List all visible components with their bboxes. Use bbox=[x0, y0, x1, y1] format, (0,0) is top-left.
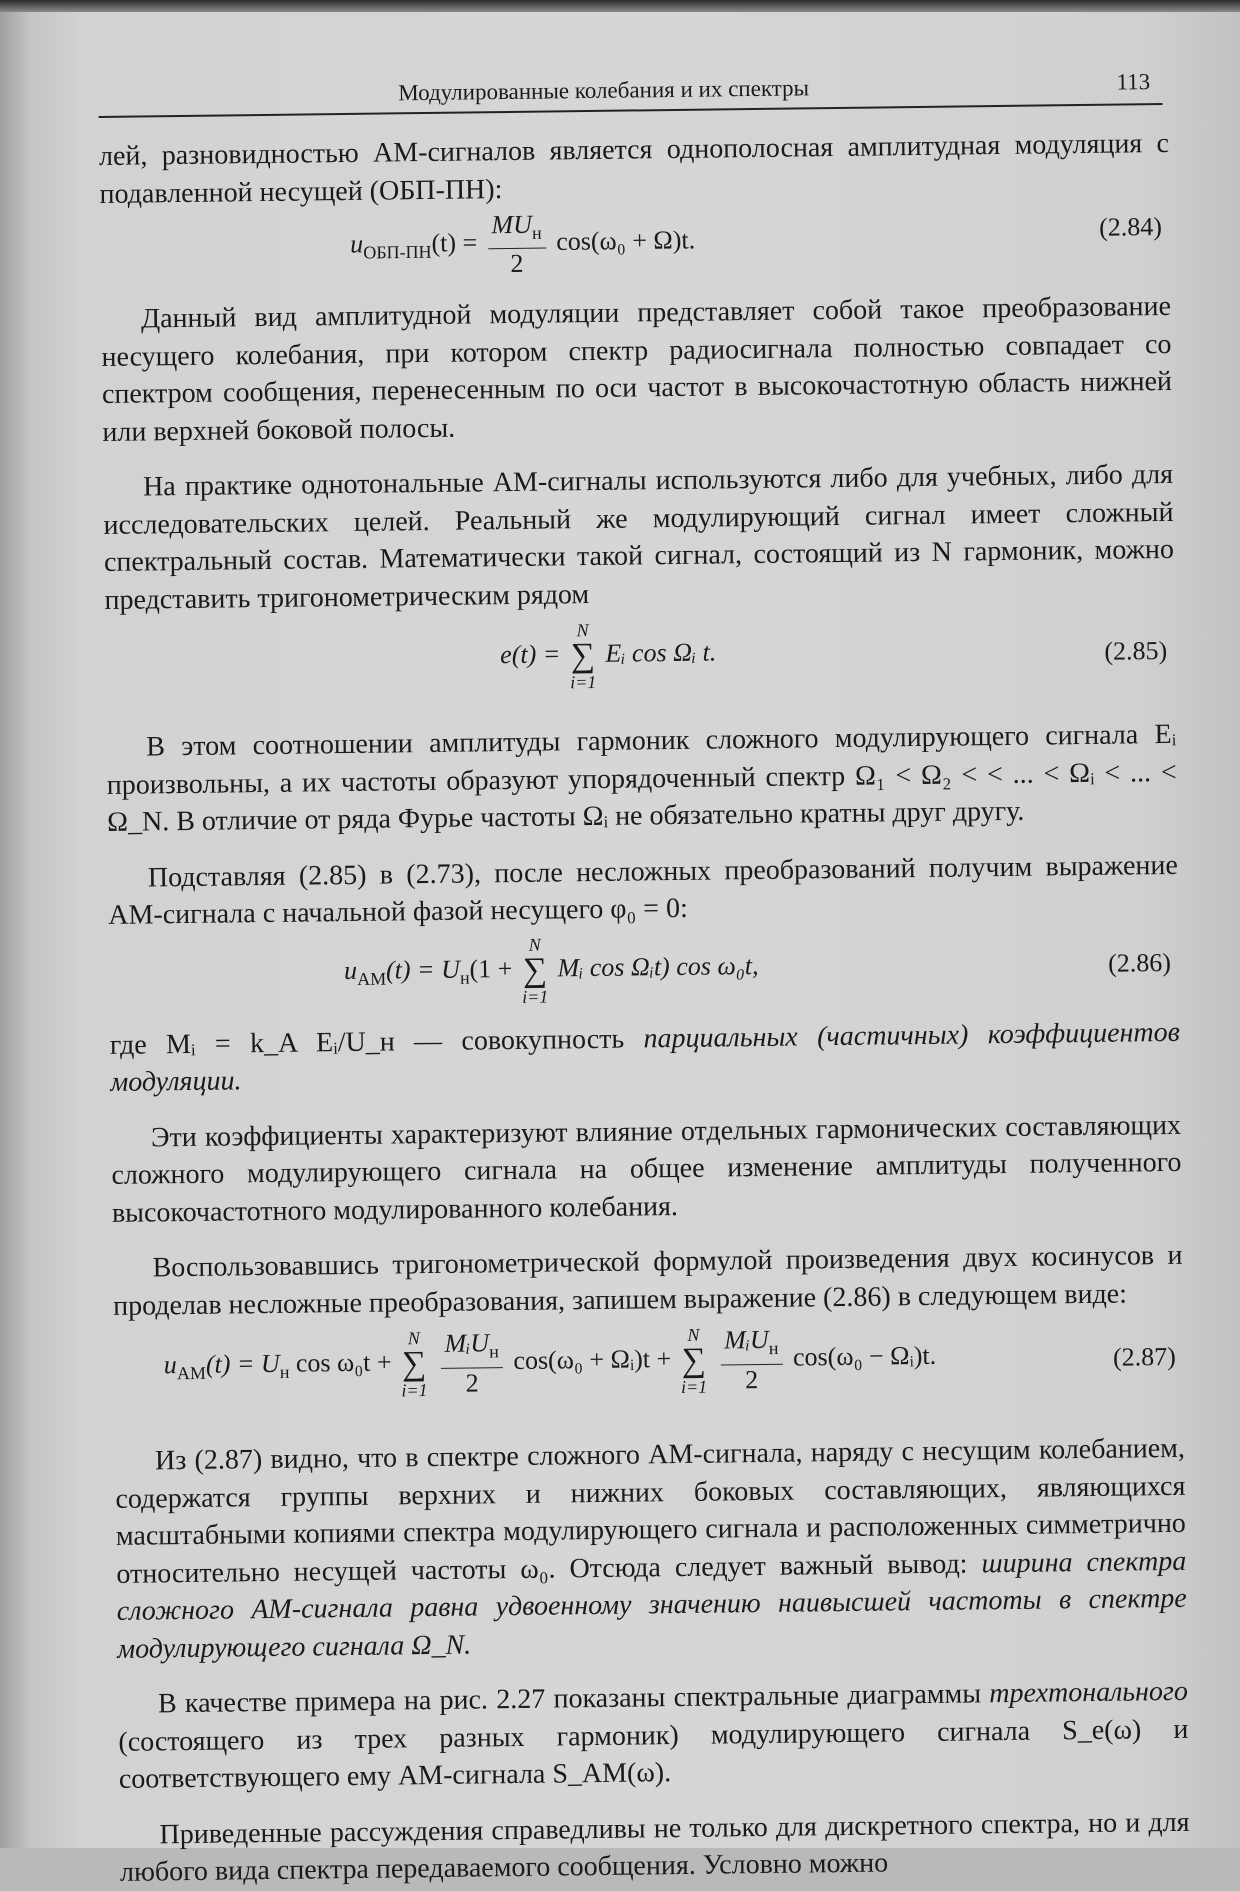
equation-2-84: $u_{ОБП-ПН}(t)$ = $\frac{MU_н}{2}$ cos(ω₀ + Ω)t. (2.84) bbox=[349, 209, 1163, 279]
paragraph-9: Из (2.87) видно, что в спектре сложного АМ-сигнала, наряду с несущим колебанием, содержатся группы верхних и нижних боковых составляющих, являющихся масштабными копиями спектра модулирующего сигнала и расположенных симметрично относительно несущей частоты ω₀. Отсюда следует важный вывод: ширина спектра сложного АМ-сигнала равна удвоенному значению наивысшей частоты в спектре модулирующего сигнала Ω_N. bbox=[115, 1432, 1187, 1665]
page-number: 113 bbox=[1116, 69, 1151, 95]
equation-2-87: $u_{AM}(t) = U_н$ cos ω₀t + N ∑ i=1 $\frac{MᵢU_н}{2}$ cos(ω₀ + Ωᵢ)t + N ∑ i=1 $\frac{MᵢU_н}{2}$ cos(ω₀ − Ωᵢ)t. (2.87) bbox=[163, 1324, 1176, 1401]
equation-label: (2.86) bbox=[1107, 947, 1172, 978]
equation-2-85: e(t) = N ∑ i=1 Eᵢ cos Ωᵢ t. (2.85) bbox=[499, 620, 1168, 693]
paragraph-1: лей, разновидностью АМ-сигналов является однополосная амплитудная модуляция с подавленной несущей (ОБП-ПН): bbox=[98, 127, 1170, 210]
equation-label: (2.84) bbox=[1098, 212, 1163, 242]
paragraph-3: На практике однотональные АМ-сигналы используются либо для учебных, либо для исследовательских целей. Реальный же модулирующий сигнал имеет сложный спектральный состав. Математически такой сигнал, состоящий из N гармоник, можно представить тригонометрическим рядом bbox=[103, 458, 1175, 616]
equation-label: (2.85) bbox=[1104, 635, 1168, 666]
header-title: Модулированные колебания и их спектры bbox=[398, 75, 810, 106]
book-page bbox=[98, 57, 1190, 1891]
paragraph-7: Эти коэффициенты характеризуют влияние отдельных гармонических составляющих сложного модулирующего сигнала на общее изменение амплитуды полученного высокочастотного модулированного колебания. bbox=[111, 1109, 1182, 1229]
paragraph-6: где Mᵢ = k_A Eᵢ/U_н — совокупность парциальных (частичных) коэффициентов модуляции. bbox=[109, 1016, 1181, 1098]
equation-2-86: $u_{AM}(t) = U_н(1$ + N ∑ i=1 Mᵢ cos Ωᵢt) cos ω₀t, (2.86) bbox=[343, 934, 1172, 1007]
paragraph-11: Приведенные рассуждения справедливы не только для дискретного спектра, но и для любого вида спектра передаваемого сообщения. Условно можно bbox=[119, 1806, 1190, 1888]
scan-top-edge bbox=[0, 0, 1240, 12]
paragraph-2: Данный вид амплитудной модуляции представляет собой такое преобразование несущего колебания, при котором спектр радиосигнала полностью совпадает со спектром сообщения, перенесенным по оси частот в высокочастотную область нижней или верхней боковой полосы. bbox=[101, 290, 1173, 448]
paragraph-10: В качестве примера на рис. 2.27 показаны спектральные диаграммы трехтонального (состоящего из трех разных гармоник) модулирующего сигнала S_e(ω) и соответствующего ему АМ-сигнала S_AM(ω). bbox=[118, 1675, 1189, 1795]
equation-label: (2.87) bbox=[1112, 1341, 1176, 1372]
paragraph-5: Подставляя (2.85) в (2.73), после несложных преобразований получим выражение АМ-сигнала с начальной фазой несущего φ₀ = 0: bbox=[108, 849, 1178, 931]
paragraph-4: В этом соотношении амплитуды гармоник сложного модулирующего сигнала Eᵢ произвольны, а их частоты образуют упорядоченный спектр Ω₁ < Ω₂ < < ... < Ωᵢ < ... < Ω_N. В отличие от ряда Фурье частоты Ωᵢ не обязательно кратны друг другу. bbox=[106, 718, 1177, 838]
paragraph-8: Воспользовавшись тригонометрической формулой произведения двух косинусов и проделав несложные преобразования, запишем выражение (2.86) в следующем виде: bbox=[112, 1239, 1183, 1322]
